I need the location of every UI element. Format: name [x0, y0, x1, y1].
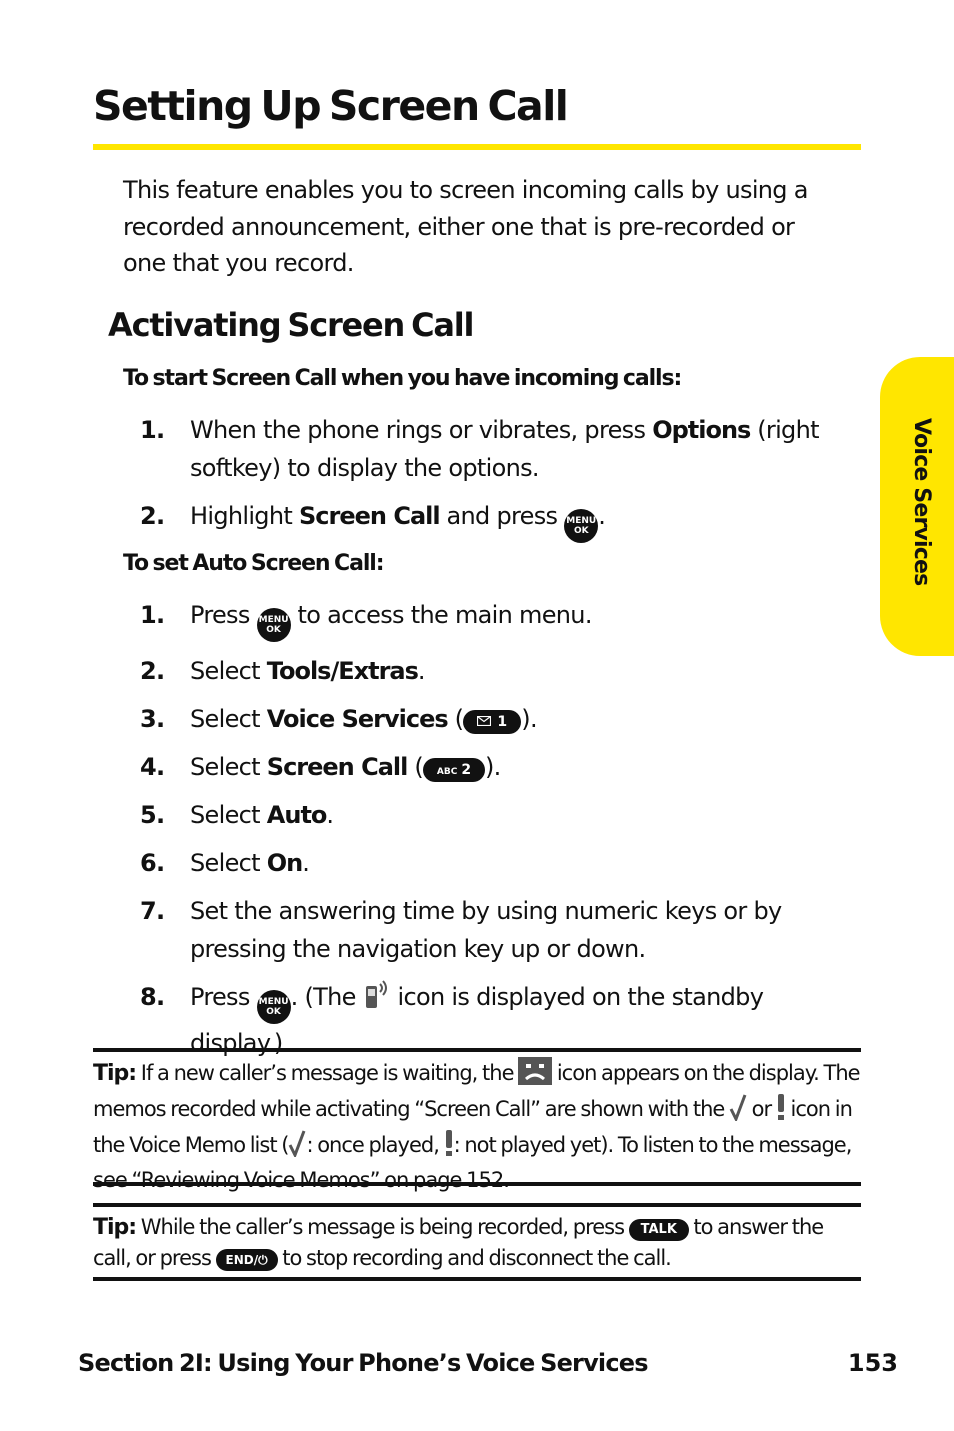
exclamation-icon — [444, 1129, 454, 1165]
tip-box-recording: Tip: While the caller’s message is being recorded, press TALK to answer the call, or press END/⏻ to stop recording and disconnect the call. — [93, 1203, 861, 1281]
auto-step-4: 4. Select Screen Call ( ABC 2 ). — [140, 748, 840, 786]
auto-step-2: 2. Select Tools/Extras. — [140, 652, 840, 690]
end-key-icon: END/⏻ — [216, 1249, 278, 1271]
menu-ok-key-icon: MENU OK — [564, 509, 598, 543]
auto-step-3: 3. Select Voice Services ( 1 ). — [140, 700, 840, 738]
tip-label: Tip: — [93, 1215, 137, 1240]
tools-extras-label: Tools/Extras — [266, 657, 418, 685]
incoming-step-2: 2. Highlight Screen Call and press MENU OK. — [140, 497, 840, 543]
intro-paragraph: This feature enables you to screen incoming calls by using a recorded announcement, either one that is pre-recorded or one that you record. — [123, 176, 808, 277]
auto-step-5: 5. Select Auto. — [140, 796, 840, 834]
auto-label: Auto — [266, 801, 327, 829]
on-label: On — [266, 849, 303, 877]
tip-label: Tip: — [93, 1061, 137, 1086]
auto-step-1: 1. Press MENU OK to access the main menu. — [140, 596, 840, 642]
incoming-steps-list — [140, 411, 840, 543]
step-number: 7. — [140, 897, 165, 925]
screen-call-label: Screen Call — [266, 753, 408, 781]
menu-ok-key-icon: MENU OK — [257, 990, 291, 1024]
voice-services-label: Voice Services — [266, 705, 448, 733]
exclamation-icon — [776, 1093, 786, 1129]
new-message-icon — [518, 1057, 552, 1093]
side-tab-label: Voice Services — [909, 418, 934, 586]
step-number: 6. — [140, 849, 165, 877]
key-2-icon: ABC 2 — [423, 758, 485, 782]
auto-screen-call-heading: To set Auto Screen Call: — [123, 551, 384, 576]
step-number: 4. — [140, 753, 165, 781]
check-icon — [288, 1129, 306, 1165]
key-1-icon: 1 — [463, 710, 521, 734]
tip-box-new-message: Tip: If a new caller’s message is waiting, the icon appears on the display. The memos recorded while activating “Screen Call” are shown with the or icon in the Voice Memo list ( : once played, : not played yet). To listen to the message, see “Reviewing Voice Memos” on page 152. — [93, 1048, 861, 1186]
footer-section-title: Section 2I: Using Your Phone’s Voice Services — [78, 1349, 648, 1377]
options-label: Options — [652, 416, 751, 444]
step-number: 1. — [140, 601, 165, 629]
page-title: Setting Up Screen Call — [93, 82, 568, 130]
step-number: 5. — [140, 801, 165, 829]
auto-step-6: 6. Select On. — [140, 844, 840, 882]
page-number: 153 — [847, 1349, 898, 1377]
auto-step-8: 8. Press MENU OK. (The icon is displayed on the standby display.) — [140, 978, 840, 1062]
auto-step-7: 7. Set the answering time by using numeric keys or by pressing the navigation key up or down. — [140, 892, 840, 968]
incoming-step-1: 1. When the phone rings or vibrates, press Options (right softkey) to display the options. — [140, 411, 840, 487]
step-number: 8. — [140, 983, 165, 1011]
incoming-calls-heading: To start Screen Call when you have incoming calls: — [123, 366, 682, 391]
talk-key-icon: TALK — [629, 1219, 689, 1241]
step-number: 2. — [140, 502, 165, 530]
screen-call-label: Screen Call — [298, 502, 440, 530]
auto-steps-list — [140, 596, 840, 1062]
check-icon — [729, 1093, 747, 1129]
menu-ok-key-icon: MENU OK — [257, 608, 291, 642]
screen-call-status-icon — [363, 978, 391, 1021]
section-heading: Activating Screen Call — [108, 306, 474, 344]
title-underline — [93, 144, 861, 150]
step-number: 1. — [140, 416, 165, 444]
step-number: 3. — [140, 705, 165, 733]
step-number: 2. — [140, 657, 165, 685]
